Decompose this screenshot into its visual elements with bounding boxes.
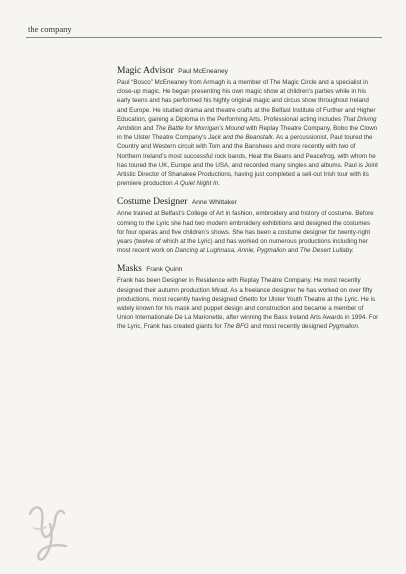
text-run: . As a freelance designer he has worked on over fifty productions, most recently having designed xyxy=(117,286,373,303)
person-name: Frank Quinn xyxy=(146,266,183,274)
italic-title: A Quiet Night In xyxy=(174,180,219,188)
person-name: Anne Whittaker xyxy=(191,199,237,207)
text-run: for Ulster Youth Theatre at the Lyric. He is widely known for his mask and puppet design and construction and became a member of Union Internationale De La Marionette, after winning the Bass Ireland Arts Awards in 1994. For the Lyric, Frank has created giants for xyxy=(117,295,379,331)
italic-title: The BFG xyxy=(223,323,249,331)
text-run: and xyxy=(285,247,300,255)
section-heading xyxy=(117,66,379,77)
main-content xyxy=(117,66,379,341)
italic-title: That Driving Ambition xyxy=(117,115,377,133)
role-title: Costume Designer xyxy=(117,197,188,208)
lyric-logo-mark-icon xyxy=(24,500,76,562)
text-run: and xyxy=(141,125,156,133)
text-run: . xyxy=(218,180,220,188)
section-heading xyxy=(117,197,379,208)
role-title: Magic Advisor xyxy=(117,66,174,76)
section-body xyxy=(117,209,379,255)
section-body xyxy=(117,276,379,331)
text-run: with Replay Theatre Company, Bobo the Clown in the Ulster Theatre Company’s xyxy=(117,125,378,142)
italic-title: Mirad xyxy=(211,286,228,294)
italic-title: The Battle for Morrigan’s Mound xyxy=(155,125,245,133)
text-run: . As a percussionist, Paul toured the Country and Western circuit with Tom and the Banshees and more recently with two of Northern Ireland’s most successful rock bands, Heat the Beans and Peacefrog, with whom he has toured the UK, Europe and the USA, and recorded many singles and albums. Paul is Joint Artistic Director of Shanakee Productions, having just completed a sell-out Irish tour with its premiere production xyxy=(117,134,378,188)
italic-title: Jack and the Beanstalk xyxy=(208,134,273,142)
section-magic-advisor xyxy=(117,66,379,188)
text-run: and most recently designed xyxy=(248,323,329,331)
header-rule xyxy=(26,37,382,38)
italic-title: The Desert Lullaby. xyxy=(299,247,354,255)
text-run: Frank has been Designer in Residence with Replay Theatre Company. He most recently designed their autumn production xyxy=(117,277,361,294)
section-body xyxy=(117,78,379,188)
text-run: . xyxy=(357,323,360,331)
person-name: Paul McEneaney xyxy=(178,68,228,75)
section-costume-designer xyxy=(117,197,379,255)
italic-title: Dancing at Lughnasa, Annie, Pygmalion xyxy=(175,247,286,255)
text-run: Paul “Bosco” McEneaney from Armagh is a member of The Magic Circle and a specialist in close-up magic. He began presenting his own magic show at children’s parties while in his early teens and has performed his highly original magic and circus show throughout Ireland and Europe. He studied drama and theatre crafts at the Belfast Institute of Further and Higher Education, gaining a Diploma in the Performing Arts. Professional acting includes xyxy=(117,79,376,123)
italic-title: Pygmalion xyxy=(328,323,358,331)
role-title: Masks xyxy=(117,264,142,275)
section-heading xyxy=(117,264,379,275)
page-header: the company xyxy=(28,24,72,34)
text-run: Anne trained at Belfast’s College of Art in fashion, embroidery and history of costume. Before coming to the Lyric she had two modern embroidery exhibitions and designed the costumes for four operas and five children’s shows. She has been a costume designer for twenty-right years (twelve of which at the Lyric) and has worked on numerous productions including her most recent work on xyxy=(117,210,374,255)
section-masks xyxy=(117,264,379,331)
italic-title: Ghetto xyxy=(238,295,258,303)
